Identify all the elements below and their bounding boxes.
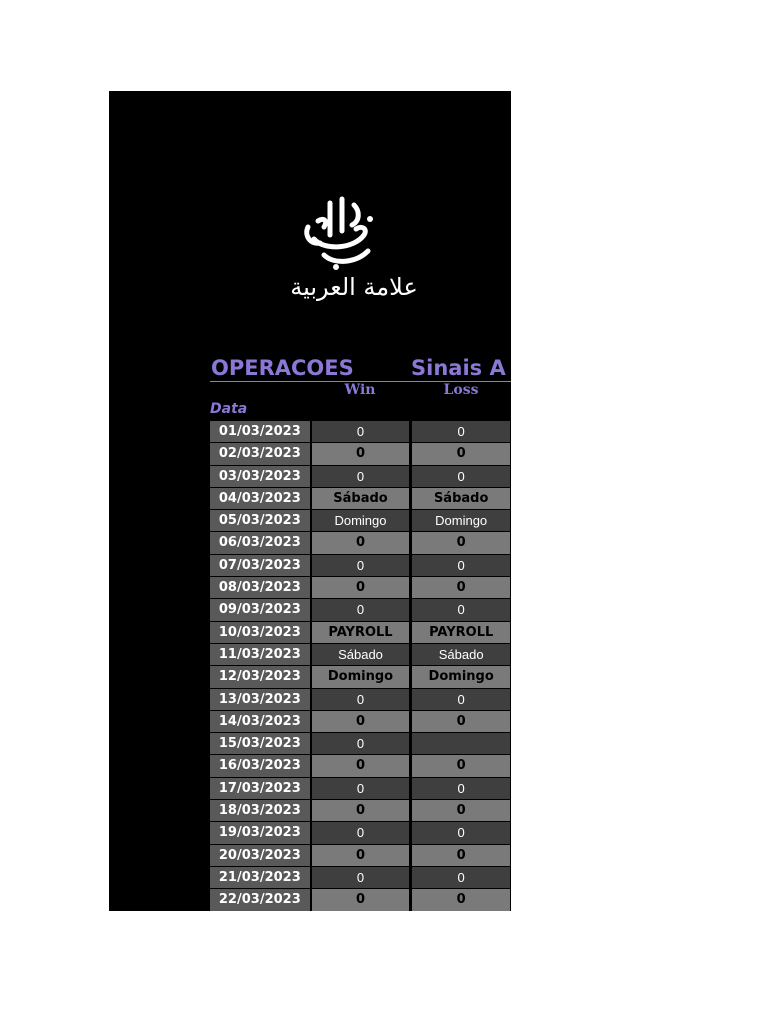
date-cell[interactable]: 12/03/2023 [210, 666, 310, 688]
date-cell[interactable]: 03/03/2023 [210, 466, 310, 488]
table-row [210, 532, 511, 554]
date-cell[interactable]: 14/03/2023 [210, 711, 310, 733]
data-column-header: Data [210, 401, 248, 417]
loss-cell[interactable]: 0 [411, 443, 511, 465]
table-row [210, 577, 511, 599]
table-row [210, 510, 511, 532]
loss-cell[interactable]: Domingo [411, 510, 511, 532]
win-cell[interactable]: 0 [311, 845, 411, 867]
table-row [210, 867, 511, 889]
loss-cell[interactable]: 0 [411, 845, 511, 867]
win-cell[interactable]: Domingo [311, 666, 411, 688]
date-cell[interactable]: 19/03/2023 [210, 822, 310, 844]
table-row [210, 755, 511, 777]
table-row [210, 666, 511, 688]
table-row [210, 845, 511, 867]
win-cell[interactable]: 0 [311, 532, 411, 554]
loss-cell[interactable]: 0 [411, 577, 511, 599]
date-cell[interactable]: 21/03/2023 [210, 867, 310, 889]
date-cell[interactable]: 02/03/2023 [210, 443, 310, 465]
table-row [210, 711, 511, 733]
date-cell[interactable]: 09/03/2023 [210, 599, 310, 621]
win-cell[interactable]: 0 [311, 755, 411, 777]
loss-cell[interactable]: 0 [411, 867, 511, 889]
table-row [210, 889, 511, 911]
logo-text: علامة العربية [290, 273, 418, 301]
date-cell[interactable]: 22/03/2023 [210, 889, 310, 911]
win-cell[interactable]: 0 [311, 867, 411, 889]
win-cell[interactable]: Sábado [311, 488, 411, 510]
table-row [210, 599, 511, 621]
win-cell[interactable]: Sábado [311, 644, 411, 666]
date-cell[interactable]: 20/03/2023 [210, 845, 310, 867]
win-cell[interactable]: Domingo [311, 510, 411, 532]
loss-cell[interactable]: 0 [411, 466, 511, 488]
operacoes-header: OPERACOES [211, 357, 354, 379]
date-cell[interactable]: 04/03/2023 [210, 488, 310, 510]
date-cell[interactable]: 07/03/2023 [210, 555, 310, 577]
table-row [210, 555, 511, 577]
table-row [210, 778, 511, 800]
loss-cell[interactable] [411, 733, 511, 755]
loss-cell[interactable]: 0 [411, 822, 511, 844]
win-cell[interactable]: 0 [311, 889, 411, 911]
table-row [210, 689, 511, 711]
date-cell[interactable]: 06/03/2023 [210, 532, 310, 554]
loss-cell[interactable]: PAYROLL [411, 622, 511, 644]
date-cell[interactable]: 10/03/2023 [210, 622, 310, 644]
table-row [210, 466, 511, 488]
operations-table [210, 421, 511, 911]
spreadsheet-sheet [109, 91, 511, 911]
win-cell[interactable]: 0 [311, 822, 411, 844]
loss-cell[interactable]: Domingo [411, 666, 511, 688]
win-cell[interactable]: 0 [311, 466, 411, 488]
date-cell[interactable]: 05/03/2023 [210, 510, 310, 532]
win-cell[interactable]: 0 [311, 555, 411, 577]
win-cell[interactable]: 0 [311, 599, 411, 621]
table-row [210, 733, 511, 755]
win-column-header: Win [344, 382, 376, 398]
sinais-header: Sinais A [411, 357, 506, 379]
win-cell[interactable]: 0 [311, 800, 411, 822]
loss-cell[interactable]: 0 [411, 778, 511, 800]
table-row [210, 622, 511, 644]
loss-cell[interactable]: 0 [411, 689, 511, 711]
loss-cell[interactable]: 0 [411, 755, 511, 777]
loss-cell[interactable]: 0 [411, 532, 511, 554]
table-row [210, 822, 511, 844]
loss-cell[interactable]: 0 [411, 555, 511, 577]
date-cell[interactable]: 17/03/2023 [210, 778, 310, 800]
table-row [210, 800, 511, 822]
date-cell[interactable]: 13/03/2023 [210, 689, 310, 711]
win-cell[interactable]: 0 [311, 689, 411, 711]
loss-column-header: Loss [443, 382, 479, 398]
win-cell[interactable]: 0 [311, 443, 411, 465]
date-cell[interactable]: 01/03/2023 [210, 421, 310, 443]
date-cell[interactable]: 15/03/2023 [210, 733, 310, 755]
date-cell[interactable]: 08/03/2023 [210, 577, 310, 599]
win-cell[interactable]: 0 [311, 733, 411, 755]
table-row [210, 421, 511, 443]
win-cell[interactable]: 0 [311, 421, 411, 443]
date-cell[interactable]: 11/03/2023 [210, 644, 310, 666]
date-cell[interactable]: 16/03/2023 [210, 755, 310, 777]
table-row [210, 443, 511, 465]
loss-cell[interactable]: 0 [411, 800, 511, 822]
loss-cell[interactable]: Sábado [411, 644, 511, 666]
table-row [210, 644, 511, 666]
arabic-calligraphy-logo-icon [284, 191, 394, 273]
loss-cell[interactable]: 0 [411, 889, 511, 911]
date-cell[interactable]: 18/03/2023 [210, 800, 310, 822]
loss-cell[interactable]: 0 [411, 711, 511, 733]
loss-cell[interactable]: Sábado [411, 488, 511, 510]
loss-cell[interactable]: 0 [411, 599, 511, 621]
win-cell[interactable]: PAYROLL [311, 622, 411, 644]
win-cell[interactable]: 0 [311, 778, 411, 800]
win-cell[interactable]: 0 [311, 577, 411, 599]
win-cell[interactable]: 0 [311, 711, 411, 733]
loss-cell[interactable]: 0 [411, 421, 511, 443]
table-row [210, 488, 511, 510]
